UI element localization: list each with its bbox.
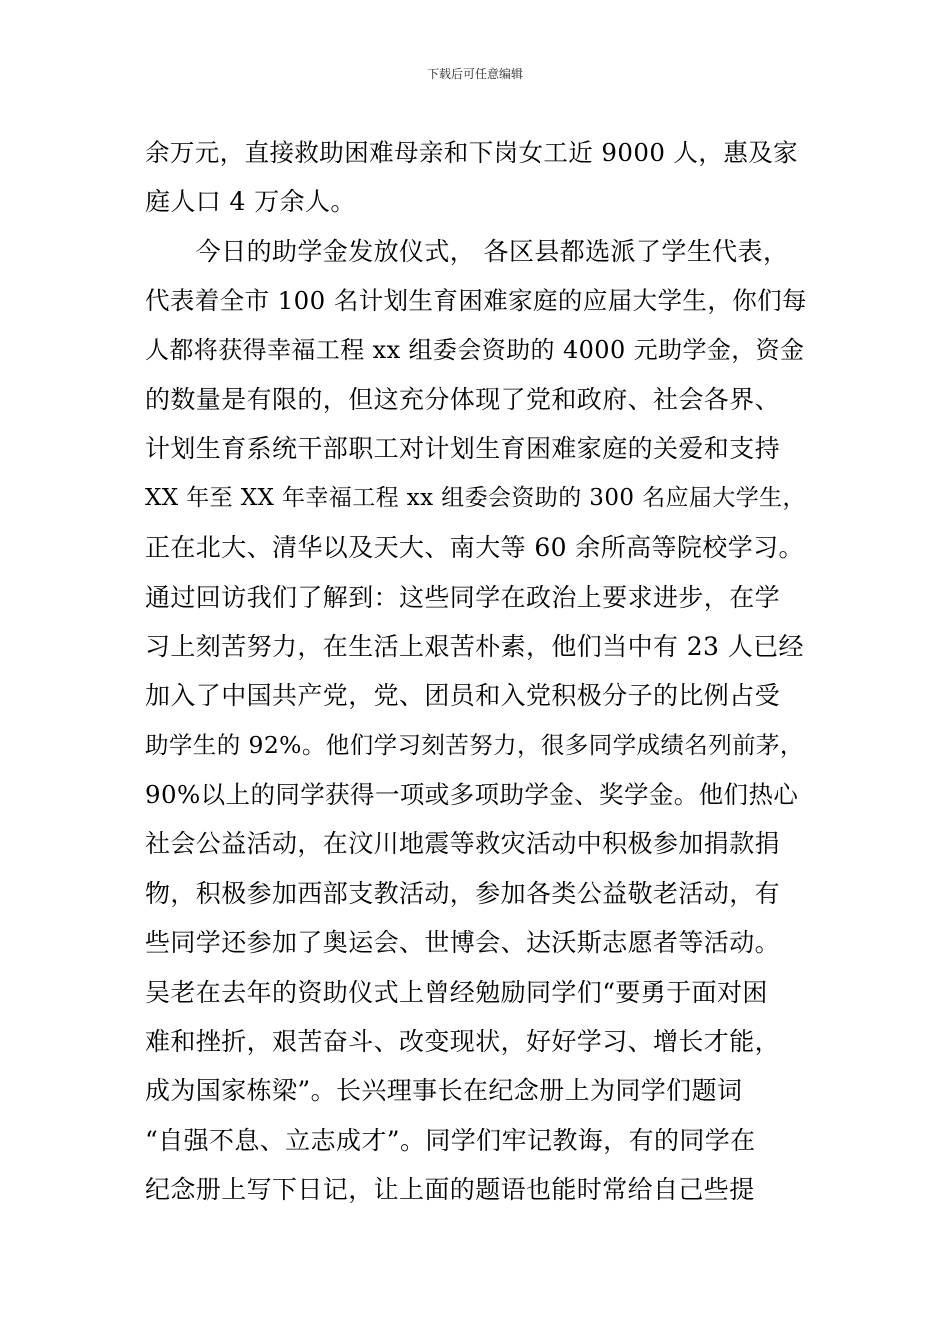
text-line: 90%以上的同学获得一项或多项助学金、奖学金。他们热心 — [145, 780, 799, 810]
text-line: 通过回访我们了解到：这些同学在政治上要求进步，在学 — [145, 582, 781, 612]
text-line: 余万元，直接救助困难母亲和下岗女工近 9000 人，惠及家 — [145, 138, 799, 167]
document-body — [145, 128, 810, 1215]
text-line: 成为国家栋梁”。长兴理事长在纪念册上为同学们题词 — [145, 1076, 743, 1106]
text-line: 正在北大、清华以及天大、南大等 60 余所高等院校学习。 — [145, 533, 804, 563]
text-line: 吴老在去年的资助仪式上曾经勉励同学们“要勇于面对困 — [145, 977, 768, 1007]
text-line: XX 年至 XX 年幸福工程 xx 组委会资助的 300 名应届大学生， — [145, 484, 806, 511]
text-line: 计划生育系统干部职工对计划生育困难家庭的关爱和支持 — [145, 434, 781, 464]
text-line: 加入了中国共产党，党、团员和入党积极分子的比例占受 — [145, 681, 781, 711]
text-line: 庭人口 4 万余人。 — [145, 187, 356, 217]
text-line: 代表着全市 100 名计划生育困难家庭的应届大学生，你们每 — [145, 286, 807, 316]
text-line: 物，积极参加西部支教活动，参加各类公益敬老活动，有 — [145, 878, 781, 908]
text-line: 习上刻苦努力，在生活上艰苦朴素，他们当中有 23 人已经 — [145, 631, 804, 661]
text-line: 社会公益活动，在汶川地震等救灾活动中积极参加捐款捐 — [145, 829, 781, 859]
text-line: 助学生的 92%。他们学习刻苦努力，很多同学成绩名列前茅， — [145, 730, 804, 759]
text-line: “自强不息、立志成才”。同学们牢记教诲，有的同学在 — [145, 1125, 756, 1155]
text-line: 难和挫折，艰苦奋斗、改变现状，好好学习、增长才能， — [145, 1027, 781, 1057]
text-line: 纪念册上写下日记，让上面的题语也能时常给自己些提 — [145, 1175, 755, 1205]
page-header: 下载后可任意编辑 — [426, 67, 523, 81]
text-line: 些同学还参加了奥运会、世博会、达沃斯志愿者等活动。 — [145, 928, 781, 958]
text-line: 今日的助学金发放仪式， 各区县都选派了学生代表， — [145, 236, 789, 266]
text-line: 人都将获得幸福工程 xx 组委会资助的 4000 元助学金，资金 — [145, 335, 805, 364]
text-line: 的数量是有限的，但这充分体现了党和政府、社会各界、 — [145, 384, 781, 414]
